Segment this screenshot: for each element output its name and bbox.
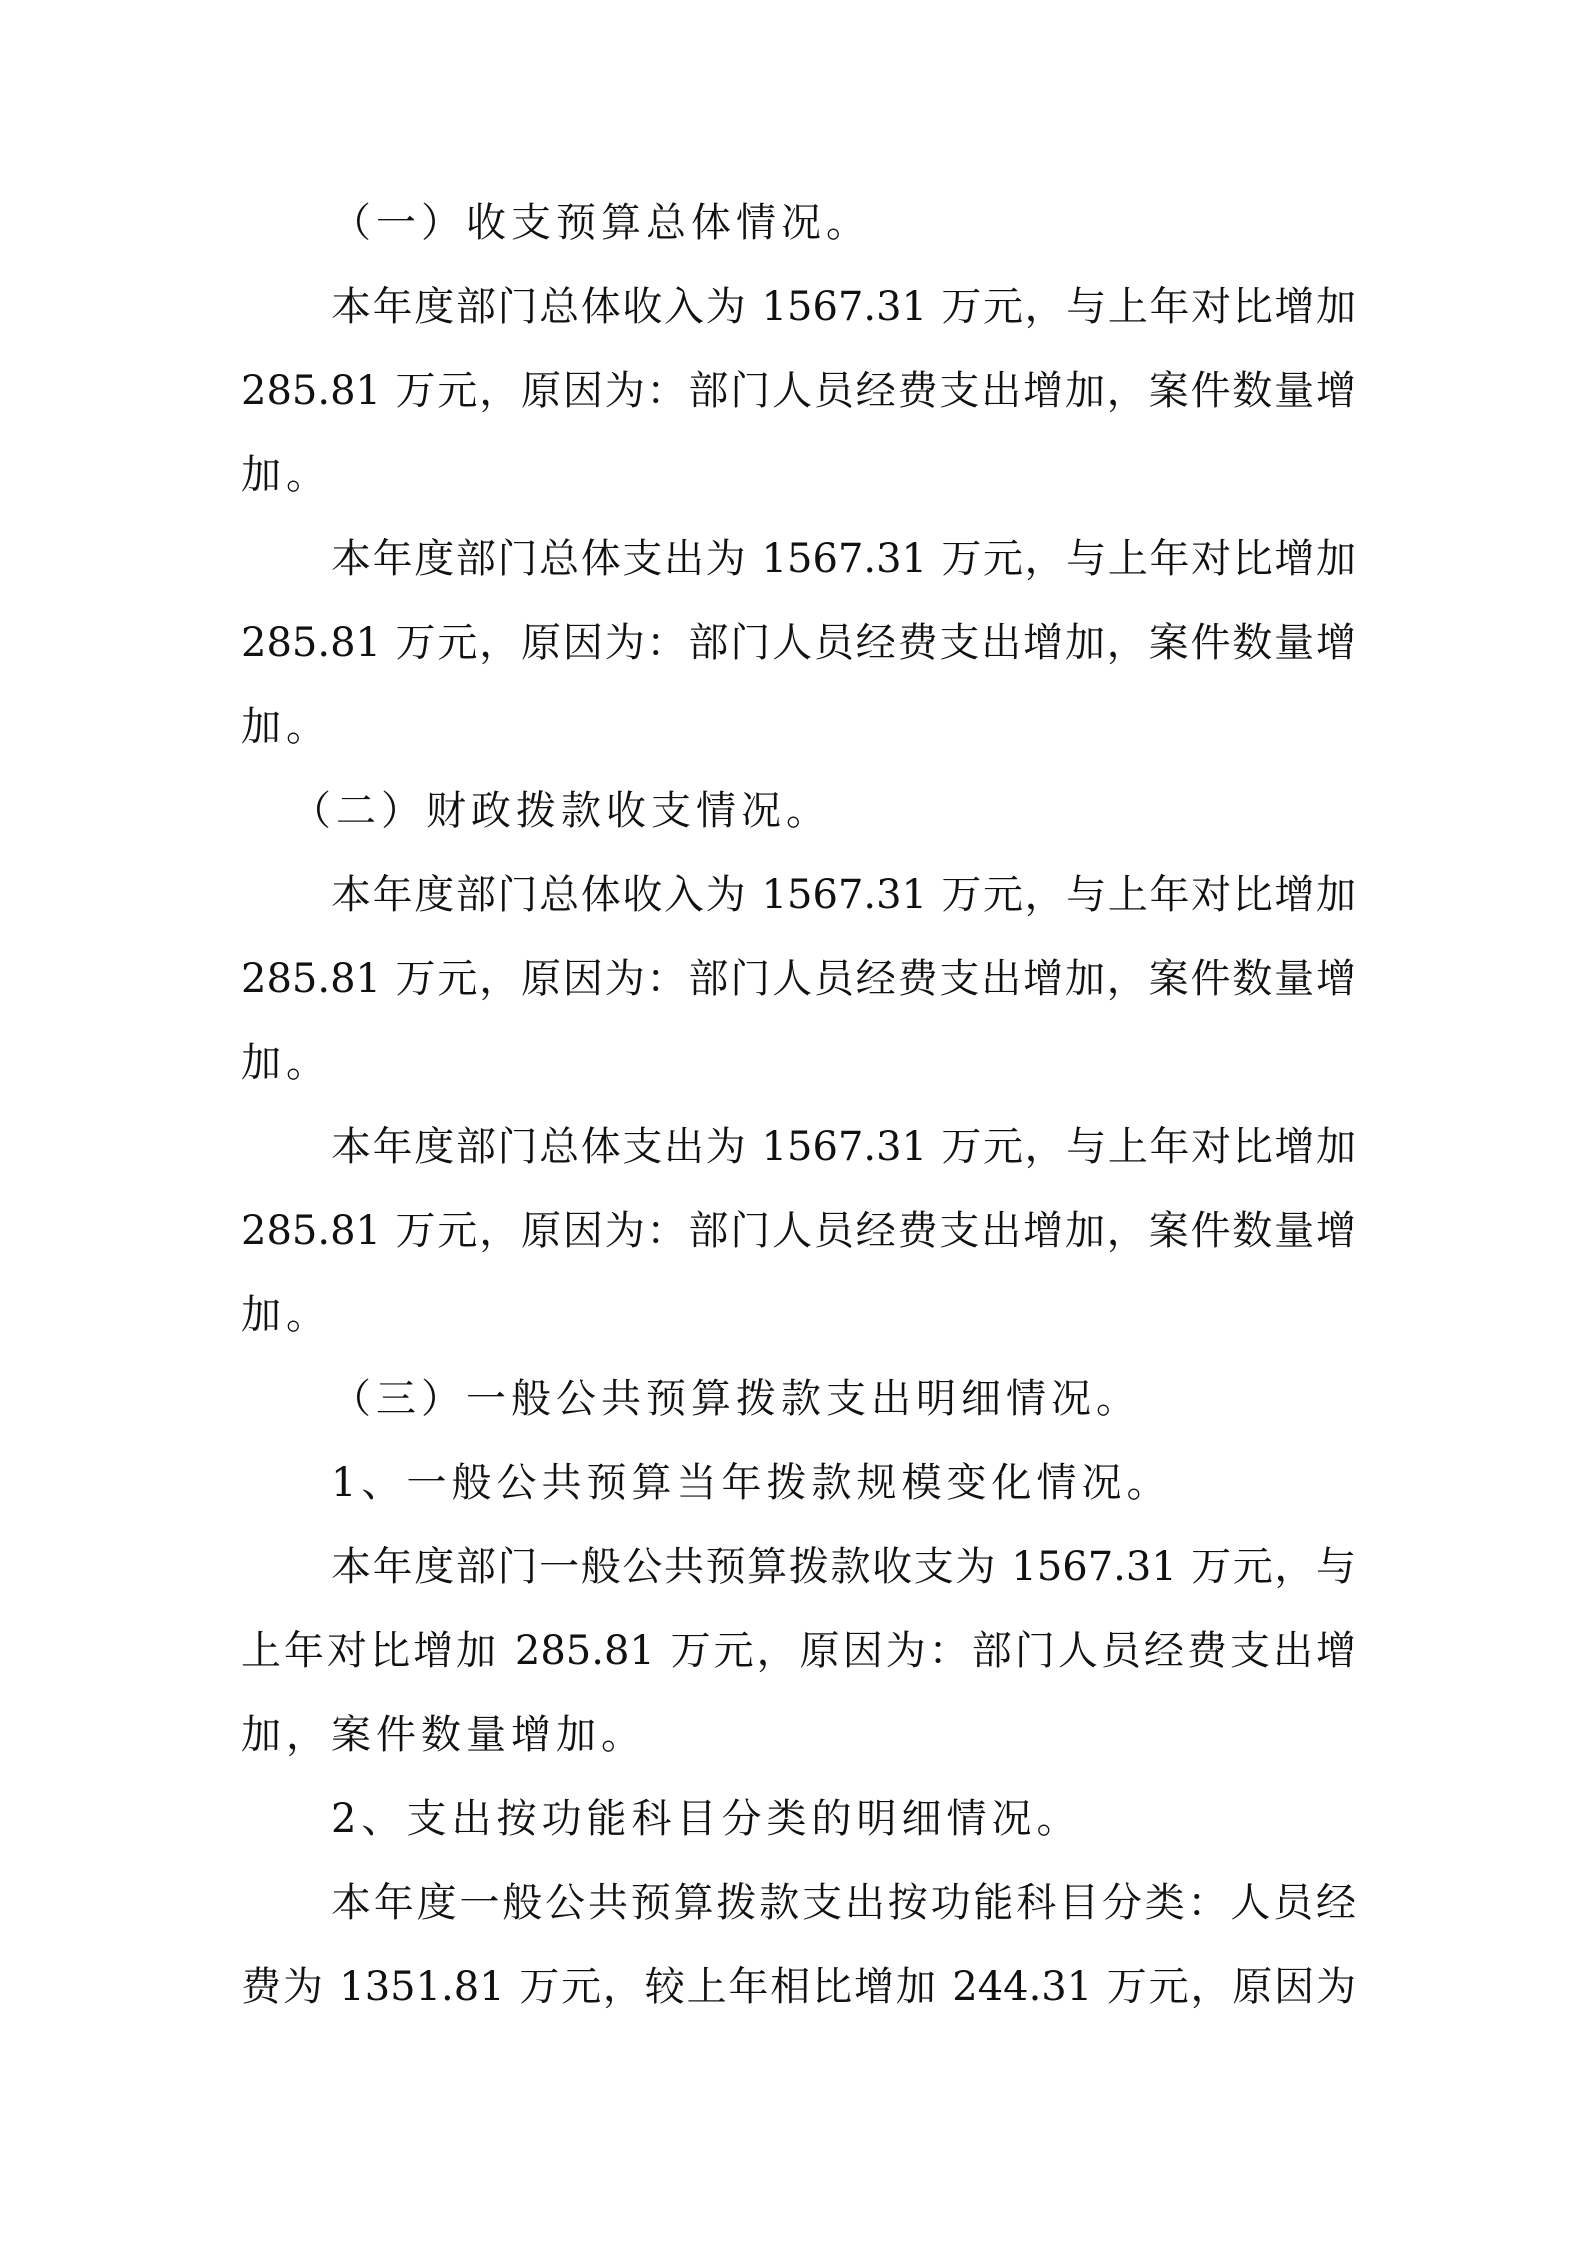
paragraph-line: 285.81 万元，原因为：部门人员经费支出增加，案件数量增 xyxy=(241,1208,1356,1254)
paragraph-line: 上年对比增加 285.81 万元，原因为：部门人员经费支出增 xyxy=(241,1628,1356,1674)
paragraph-line: 加，案件数量增加。 xyxy=(241,1712,646,1758)
section-heading-3: （三）一般公共预算拨款支出明细情况。 xyxy=(331,1376,1141,1422)
section-heading-1: （一）收支预算总体情况。 xyxy=(331,200,871,246)
paragraph-line: 本年度部门总体收入为 1567.31 万元，与上年对比增加 xyxy=(331,284,1356,330)
paragraph-line: 285.81 万元，原因为：部门人员经费支出增加，案件数量增 xyxy=(241,956,1356,1002)
paragraph-line: 本年度部门总体收入为 1567.31 万元，与上年对比增加 xyxy=(331,872,1356,918)
paragraph-line: 加。 xyxy=(241,704,331,750)
paragraph-line: 费为 1351.81 万元，较上年相比增加 244.31 万元，原因为 xyxy=(241,1964,1356,2010)
paragraph-line: 本年度一般公共预算拨款支出按功能科目分类：人员经 xyxy=(331,1880,1356,1926)
paragraph-line: 加。 xyxy=(241,1292,331,1338)
paragraph-line: 本年度部门一般公共预算拨款收支为 1567.31 万元，与 xyxy=(331,1544,1356,1590)
section-heading-2: （二）财政拨款收支情况。 xyxy=(291,788,831,834)
paragraph-line: 本年度部门总体支出为 1567.31 万元，与上年对比增加 xyxy=(331,536,1356,582)
subsection-heading-1: 1、一般公共预算当年拨款规模变化情况。 xyxy=(331,1460,1172,1506)
paragraph-line: 加。 xyxy=(241,452,331,498)
paragraph-line: 285.81 万元，原因为：部门人员经费支出增加，案件数量增 xyxy=(241,368,1356,414)
subsection-heading-2: 2、支出按功能科目分类的明细情况。 xyxy=(331,1796,1082,1842)
paragraph-line: 本年度部门总体支出为 1567.31 万元，与上年对比增加 xyxy=(331,1124,1356,1170)
paragraph-line: 285.81 万元，原因为：部门人员经费支出增加，案件数量增 xyxy=(241,620,1356,666)
paragraph-line: 加。 xyxy=(241,1040,331,1086)
